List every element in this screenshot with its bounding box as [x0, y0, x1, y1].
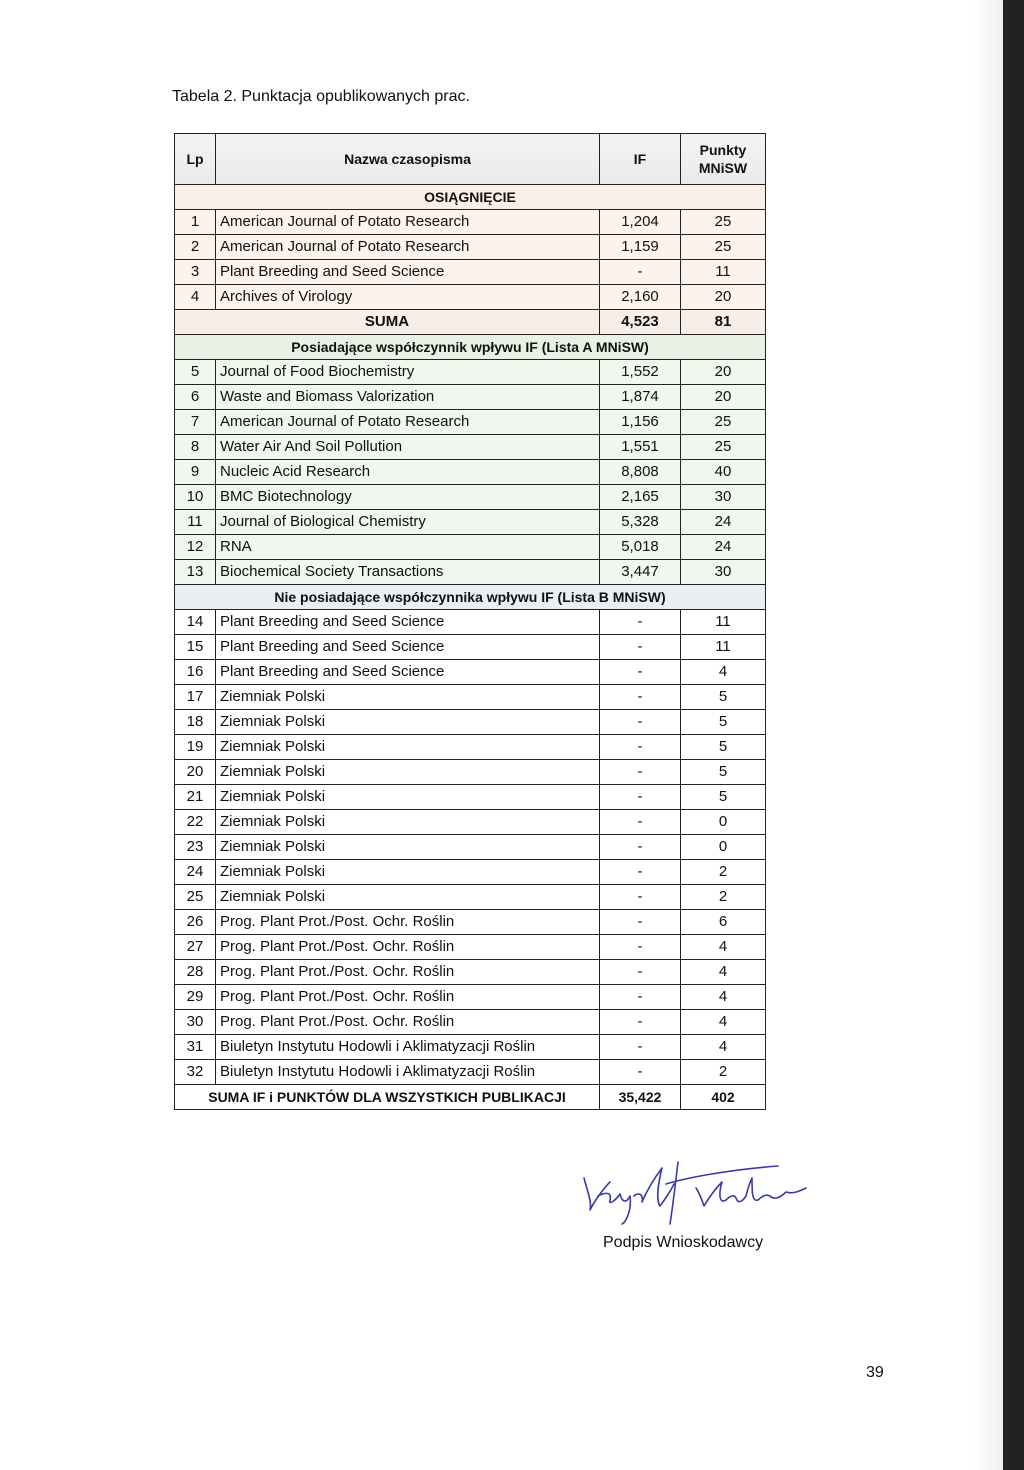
- row-lp: 7: [175, 410, 216, 435]
- section-list-b: [175, 585, 766, 610]
- row-journal-name: Prog. Plant Prot./Post. Ochr. Roślin: [216, 935, 600, 960]
- row-lp: 25: [175, 885, 216, 910]
- row-points: 25: [681, 410, 766, 435]
- table-row: [175, 410, 766, 435]
- row-if: -: [600, 1010, 681, 1035]
- row-lp: 32: [175, 1060, 216, 1085]
- page-number: 39: [866, 1364, 884, 1381]
- total-if: 35,422: [600, 1085, 681, 1110]
- row-if: 2,160: [600, 285, 681, 310]
- row-points: 4: [681, 985, 766, 1010]
- row-journal-name: Biochemical Society Transactions: [216, 560, 600, 585]
- table-row: [175, 935, 766, 960]
- row-points: 4: [681, 660, 766, 685]
- row-lp: 19: [175, 735, 216, 760]
- row-points: 4: [681, 1035, 766, 1060]
- row-journal-name: Prog. Plant Prot./Post. Ochr. Roślin: [216, 1010, 600, 1035]
- row-lp: 26: [175, 910, 216, 935]
- row-if: 2,165: [600, 485, 681, 510]
- row-if: -: [600, 1060, 681, 1085]
- row-journal-name: Water Air And Soil Pollution: [216, 435, 600, 460]
- table-row: [175, 635, 766, 660]
- row-if: -: [600, 260, 681, 285]
- row-journal-name: Prog. Plant Prot./Post. Ochr. Roślin: [216, 910, 600, 935]
- row-points: 24: [681, 535, 766, 560]
- row-journal-name: Biuletyn Instytutu Hodowli i Aklimatyzacji Roślin: [216, 1035, 600, 1060]
- row-lp: 5: [175, 360, 216, 385]
- row-journal-name: Ziemniak Polski: [216, 835, 600, 860]
- table-row: [175, 785, 766, 810]
- row-journal-name: Ziemniak Polski: [216, 685, 600, 710]
- row-if: -: [600, 685, 681, 710]
- section-list-a: [175, 335, 766, 360]
- achievement-sum-label: SUMA: [175, 310, 600, 335]
- table-row: [175, 910, 766, 935]
- row-lp: 3: [175, 260, 216, 285]
- row-if: 5,018: [600, 535, 681, 560]
- total-label: SUMA IF i PUNKTÓW DLA WSZYSTKICH PUBLIKACJI: [175, 1085, 600, 1110]
- row-if: 1,552: [600, 360, 681, 385]
- table-row: [175, 435, 766, 460]
- table-row: [175, 285, 766, 310]
- row-points: 0: [681, 835, 766, 860]
- row-journal-name: Ziemniak Polski: [216, 785, 600, 810]
- table-row: [175, 260, 766, 285]
- row-points: 30: [681, 560, 766, 585]
- row-lp: 18: [175, 710, 216, 735]
- row-lp: 23: [175, 835, 216, 860]
- publications-table: [174, 133, 766, 1110]
- row-points: 30: [681, 485, 766, 510]
- table-row: [175, 485, 766, 510]
- row-lp: 24: [175, 860, 216, 885]
- row-lp: 9: [175, 460, 216, 485]
- row-lp: 4: [175, 285, 216, 310]
- row-lp: 21: [175, 785, 216, 810]
- row-lp: 12: [175, 535, 216, 560]
- total-points: 402: [681, 1085, 766, 1110]
- row-lp: 16: [175, 660, 216, 685]
- header-if: IF: [600, 134, 681, 185]
- row-journal-name: Journal of Biological Chemistry: [216, 510, 600, 535]
- row-journal-name: Prog. Plant Prot./Post. Ochr. Roślin: [216, 985, 600, 1010]
- table-row: [175, 810, 766, 835]
- row-points: 11: [681, 260, 766, 285]
- row-if: 3,447: [600, 560, 681, 585]
- achievement-sum-row: [175, 310, 766, 335]
- table-row: [175, 360, 766, 385]
- header-points-label: Punkty MNiSW: [698, 142, 748, 176]
- header-journal-name: Nazwa czasopisma: [216, 134, 600, 185]
- section-list-b-label: Nie posiadające współczynnika wpływu IF (Lista B MNiSW): [175, 585, 766, 610]
- row-journal-name: Prog. Plant Prot./Post. Ochr. Roślin: [216, 960, 600, 985]
- table-caption: Tabela 2. Punktacja opublikowanych prac.: [172, 88, 470, 105]
- row-points: 4: [681, 935, 766, 960]
- row-if: -: [600, 810, 681, 835]
- row-if: 1,551: [600, 435, 681, 460]
- row-points: 5: [681, 710, 766, 735]
- row-lp: 27: [175, 935, 216, 960]
- row-if: -: [600, 760, 681, 785]
- row-journal-name: Archives of Virology: [216, 285, 600, 310]
- table-row: [175, 760, 766, 785]
- row-points: 11: [681, 635, 766, 660]
- total-row: [175, 1085, 766, 1110]
- row-journal-name: BMC Biotechnology: [216, 485, 600, 510]
- row-journal-name: American Journal of Potato Research: [216, 210, 600, 235]
- row-points: 25: [681, 235, 766, 260]
- row-if: 1,874: [600, 385, 681, 410]
- row-points: 40: [681, 460, 766, 485]
- section-achievement: [175, 185, 766, 210]
- table-row: [175, 660, 766, 685]
- row-journal-name: Biuletyn Instytutu Hodowli i Aklimatyzacji Roślin: [216, 1060, 600, 1085]
- row-journal-name: American Journal of Potato Research: [216, 235, 600, 260]
- row-if: -: [600, 910, 681, 935]
- row-lp: 31: [175, 1035, 216, 1060]
- row-journal-name: Ziemniak Polski: [216, 735, 600, 760]
- row-lp: 1: [175, 210, 216, 235]
- row-if: 5,328: [600, 510, 681, 535]
- table-header-row: [175, 134, 766, 185]
- row-if: -: [600, 735, 681, 760]
- achievement-sum-points: 81: [681, 310, 766, 335]
- header-lp: Lp: [175, 134, 216, 185]
- row-points: 5: [681, 685, 766, 710]
- table-row: [175, 735, 766, 760]
- row-points: 5: [681, 735, 766, 760]
- signature-image: [566, 1148, 836, 1228]
- row-if: -: [600, 610, 681, 635]
- row-lp: 2: [175, 235, 216, 260]
- table-row: [175, 210, 766, 235]
- table-row: [175, 385, 766, 410]
- table-row: [175, 1035, 766, 1060]
- row-lp: 17: [175, 685, 216, 710]
- row-points: 5: [681, 760, 766, 785]
- row-lp: 29: [175, 985, 216, 1010]
- table-row: [175, 535, 766, 560]
- row-points: 20: [681, 360, 766, 385]
- row-journal-name: Plant Breeding and Seed Science: [216, 260, 600, 285]
- page-edge-shade: [973, 0, 1003, 1470]
- table-row: [175, 960, 766, 985]
- row-points: 24: [681, 510, 766, 535]
- row-if: -: [600, 960, 681, 985]
- row-journal-name: Ziemniak Polski: [216, 760, 600, 785]
- row-points: 6: [681, 910, 766, 935]
- table-row: [175, 560, 766, 585]
- row-if: -: [600, 1035, 681, 1060]
- table-row: [175, 1060, 766, 1085]
- section-achievement-label: OSIĄGNIĘCIE: [175, 185, 766, 210]
- row-points: 20: [681, 385, 766, 410]
- row-points: 2: [681, 1060, 766, 1085]
- row-points: 25: [681, 210, 766, 235]
- row-lp: 11: [175, 510, 216, 535]
- row-points: 4: [681, 960, 766, 985]
- table-row: [175, 835, 766, 860]
- row-points: 2: [681, 885, 766, 910]
- row-journal-name: RNA: [216, 535, 600, 560]
- row-lp: 14: [175, 610, 216, 635]
- table-row: [175, 510, 766, 535]
- table-row: [175, 1010, 766, 1035]
- table-row: [175, 610, 766, 635]
- row-if: -: [600, 710, 681, 735]
- row-lp: 20: [175, 760, 216, 785]
- row-lp: 8: [175, 435, 216, 460]
- row-journal-name: Ziemniak Polski: [216, 710, 600, 735]
- table-row: [175, 985, 766, 1010]
- row-journal-name: Journal of Food Biochemistry: [216, 360, 600, 385]
- table-row: [175, 235, 766, 260]
- table-row: [175, 860, 766, 885]
- row-journal-name: Ziemniak Polski: [216, 810, 600, 835]
- table-row: [175, 885, 766, 910]
- table-row: [175, 460, 766, 485]
- row-lp: 6: [175, 385, 216, 410]
- row-points: 20: [681, 285, 766, 310]
- achievement-sum-if: 4,523: [600, 310, 681, 335]
- row-if: -: [600, 985, 681, 1010]
- row-points: 5: [681, 785, 766, 810]
- row-journal-name: Plant Breeding and Seed Science: [216, 635, 600, 660]
- row-if: -: [600, 660, 681, 685]
- table-row: [175, 710, 766, 735]
- row-points: 11: [681, 610, 766, 635]
- row-points: 25: [681, 435, 766, 460]
- row-lp: 28: [175, 960, 216, 985]
- row-if: 8,808: [600, 460, 681, 485]
- row-if: 1,156: [600, 410, 681, 435]
- row-if: -: [600, 885, 681, 910]
- row-journal-name: Plant Breeding and Seed Science: [216, 610, 600, 635]
- row-if: -: [600, 635, 681, 660]
- row-if: -: [600, 935, 681, 960]
- row-lp: 22: [175, 810, 216, 835]
- row-journal-name: Nucleic Acid Research: [216, 460, 600, 485]
- row-lp: 30: [175, 1010, 216, 1035]
- section-list-a-label: Posiadające współczynnik wpływu IF (Lista A MNiSW): [175, 335, 766, 360]
- row-points: 0: [681, 810, 766, 835]
- row-journal-name: Plant Breeding and Seed Science: [216, 660, 600, 685]
- row-journal-name: Ziemniak Polski: [216, 885, 600, 910]
- row-lp: 15: [175, 635, 216, 660]
- table-row: [175, 685, 766, 710]
- row-journal-name: Ziemniak Polski: [216, 860, 600, 885]
- row-points: 4: [681, 1010, 766, 1035]
- row-if: 1,159: [600, 235, 681, 260]
- row-if: -: [600, 785, 681, 810]
- row-if: -: [600, 860, 681, 885]
- row-lp: 10: [175, 485, 216, 510]
- header-points: [681, 134, 766, 185]
- row-lp: 13: [175, 560, 216, 585]
- row-journal-name: American Journal of Potato Research: [216, 410, 600, 435]
- row-if: 1,204: [600, 210, 681, 235]
- row-if: -: [600, 835, 681, 860]
- row-points: 2: [681, 860, 766, 885]
- row-journal-name: Waste and Biomass Valorization: [216, 385, 600, 410]
- signature-label: Podpis Wnioskodawcy: [603, 1234, 764, 1251]
